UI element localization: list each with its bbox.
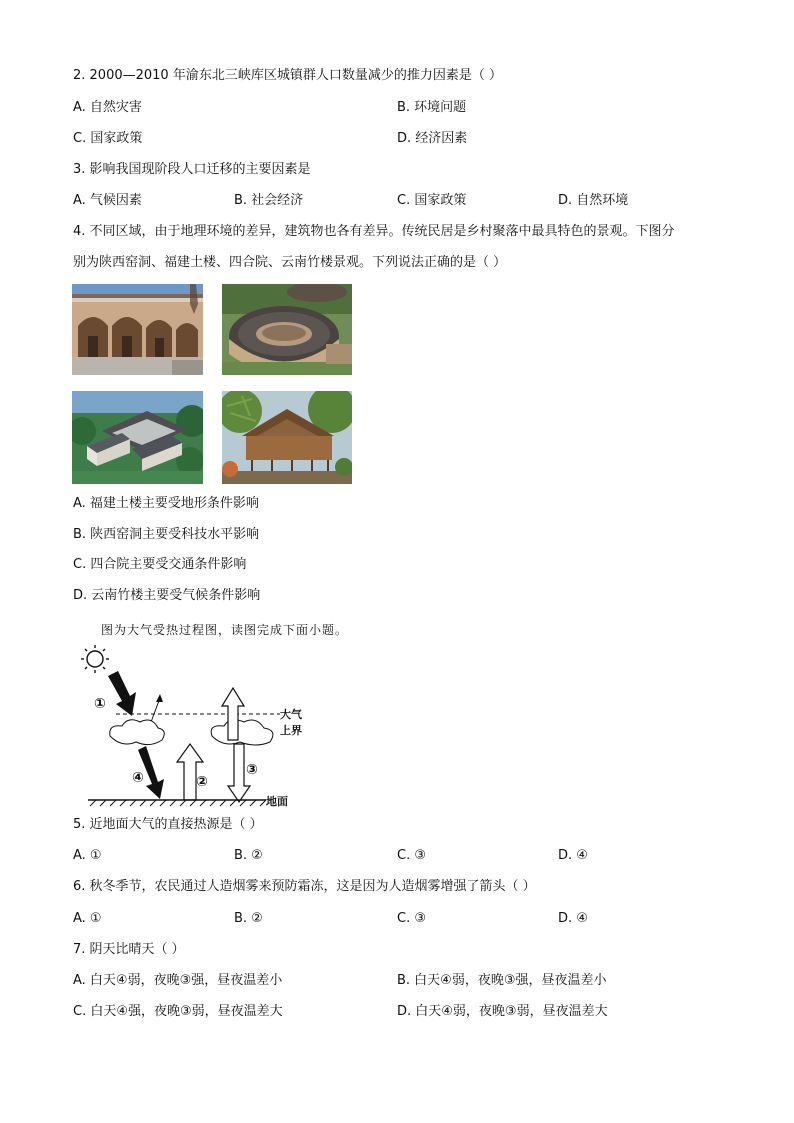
label-2: ②	[196, 774, 208, 790]
label-3: ③	[246, 762, 258, 778]
atmosphere-heating-diagram	[80, 644, 310, 814]
cave-dwelling-photo	[72, 284, 203, 375]
q5-option-c: C. ③	[397, 848, 426, 863]
q5-option-d: D. ④	[558, 848, 588, 863]
label-ground: 地面	[266, 795, 288, 808]
siheyuan-photo	[72, 391, 203, 484]
yunnan-bamboo-house-photo	[222, 391, 352, 484]
q4-stem-line1: 4. 不同区域，由于地理环境的差异，建筑物也各有差异。传统民居是乡村聚落中最具特色的景观。下图分	[73, 224, 675, 239]
q7-option-b: B. 白天④弱，夜晚③强，昼夜温差小	[397, 973, 607, 988]
q2-option-b: B. 环境问题	[397, 100, 467, 115]
q2-option-d: D. 经济因素	[397, 131, 468, 146]
q2-stem: 2. 2000—2010 年渝东北三峡库区城镇群人口数量减少的推力因素是（ ）	[73, 68, 502, 83]
q3-option-d: D. 自然环境	[558, 193, 629, 208]
q3-option-b: B. 社会经济	[234, 193, 304, 208]
q2-option-c: C. 国家政策	[73, 131, 143, 146]
q3-option-a: A. 气候因素	[73, 193, 142, 208]
q5-stem: 5. 近地面大气的直接热源是（ ）	[73, 817, 263, 832]
q7-stem: 7. 阴天比晴天（ ）	[73, 942, 185, 957]
q6-option-a: A. ①	[73, 911, 102, 926]
q6-option-c: C. ③	[397, 911, 426, 926]
q4-option-c: C. 四合院主要受交通条件影响	[73, 557, 247, 572]
q6-option-b: B. ②	[234, 911, 263, 926]
q4-option-d: D. 云南竹楼主要受气候条件影响	[73, 588, 261, 603]
q6-option-d: D. ④	[558, 911, 588, 926]
q5-option-b: B. ②	[234, 848, 263, 863]
q2-option-a: A. 自然灾害	[73, 100, 142, 115]
q3-option-c: C. 国家政策	[397, 193, 467, 208]
q4-option-b: B. 陕西窑洞主要受科技水平影响	[73, 527, 260, 542]
label-1: ①	[94, 696, 106, 712]
label-4: ④	[132, 770, 144, 786]
sun-icon	[81, 645, 109, 673]
q4-stem-line2: 别为陕西窑洞、福建土楼、四合院、云南竹楼景观。下列说法正确的是（ ）	[73, 255, 507, 270]
fujian-tulou-photo	[222, 284, 352, 375]
q7-option-a: A. 白天④弱，夜晚③强，昼夜温差小	[73, 973, 283, 988]
q4-option-a: A. 福建土楼主要受地形条件影响	[73, 496, 259, 511]
q3-stem: 3. 影响我国现阶段人口迁移的主要因素是	[73, 162, 311, 177]
diagram-caption: 图为大气受热过程图，读图完成下面小题。	[101, 623, 349, 637]
q7-option-d: D. 白天④弱，夜晚③弱，昼夜温差大	[397, 1004, 608, 1019]
label-atmosphere-top: 大气上界	[280, 708, 302, 737]
q5-option-a: A. ①	[73, 848, 102, 863]
q6-stem: 6. 秋冬季节，农民通过人造烟雾来预防霜冻，这是因为人造烟雾增强了箭头（ ）	[73, 879, 536, 894]
q7-option-c: C. 白天④强，夜晚③弱，昼夜温差大	[73, 1004, 283, 1019]
